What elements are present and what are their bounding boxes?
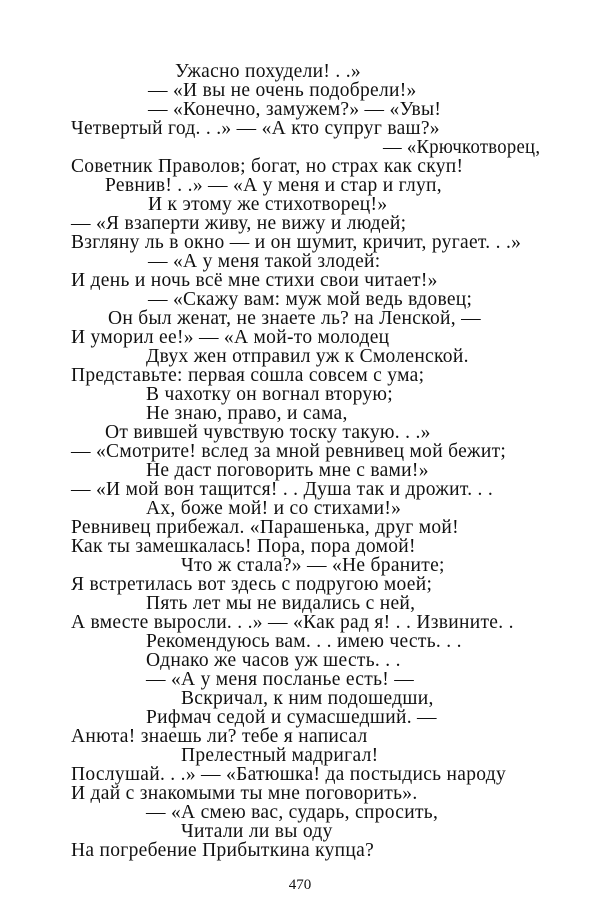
poem-line: Представьте: первая сошла совсем с ума; [71, 365, 425, 386]
poem-line: Как ты замешкалась! Пора, пора домой! [71, 536, 416, 557]
poem-line: Однако же часов уж шесть. . . [146, 650, 401, 671]
poem-line: А вместе выросли. . .» — «Как рад я! . . Извините. . [71, 612, 514, 633]
poem-line: Не даст поговорить мне с вами!» [146, 460, 429, 481]
poem-line: И к этому же стихотворец!» [148, 194, 388, 215]
poem-line: Анюта! знаешь ли? тебе я написал [71, 726, 368, 747]
poem-line: Читали ли вы оду [181, 821, 333, 842]
poem-line: И уморил ее!» — «А мой-то молодец [71, 327, 390, 348]
poem-line: И дай с знакомыми ты мне поговорить». [71, 783, 418, 804]
poem-line: — «А смею вас, сударь, спросить, [146, 802, 439, 823]
poem-line: Советник Праволов; богат, но страх как скуп! [71, 156, 464, 177]
poem-line: И день и ночь всё мне стихи свои читает!» [71, 270, 438, 291]
poem-line: — «А у меня посланье есть! — [146, 669, 415, 690]
poem-line: На погребение Прибыткина купца? [71, 840, 375, 861]
poem-line: Пять лет мы не видались с ней, [146, 593, 416, 614]
poem-line: Взгляну ль в окно — и он шумит, кричит, ругает. . .» [71, 232, 522, 253]
poem-line: Двух жен отправил уж к Смоленской. [146, 346, 469, 367]
poem-line: — «Скажу вам: муж мой ведь вдовец; [148, 289, 473, 310]
poem-line: — «Крючкотворец, [383, 137, 541, 158]
poem-line: — «А у меня такой злодей: [148, 251, 381, 272]
poem-line: — «Я взаперти живу, не вижу и людей; [71, 213, 407, 234]
poem-line: Что ж стала?» — «Не браните; [181, 555, 445, 576]
poem-line: Вскричал, к ним подошедши, [181, 688, 434, 709]
poem-line: Четвертый год. . .» — «А кто супруг ваш?» [71, 118, 440, 139]
poem-line: Рекомендуюсь вам. . . имею честь. . . [146, 631, 462, 652]
poem-line: Ревнив! . .» — «А у меня и стар и глуп, [105, 175, 442, 196]
poem-line: Ужасно похудели! . .» [175, 61, 361, 82]
poem-line: — «И мой вон тащится! . . Душа так и дрожит. . . [71, 479, 494, 500]
poem-line: — «Конечно, замужем?» — «Увы! [148, 99, 442, 120]
poem-line: Ревнивец прибежал. «Парашенька, друг мой! [71, 517, 459, 538]
page-number: 470 [288, 877, 312, 893]
poem-line: Прелестный мадригал! [181, 745, 379, 766]
poem-line: В чахотку он вогнал вторую; [146, 384, 394, 405]
poem-line: Он был женат, не знаете ль? на Ленской, — [108, 308, 481, 329]
poem-line: Я встретилась вот здесь с подругою моей; [71, 574, 433, 595]
poem-line: Рифмач седой и сумасшедший. — [146, 707, 437, 728]
poem-line: Не знаю, право, и сама, [146, 403, 348, 424]
poem-line: Ах, боже мой! и со стихами!» [146, 498, 402, 519]
poem-line: — «И вы не очень подобрели!» [148, 80, 417, 101]
poem-line: Послушай. . .» — «Батюшка! да постыдись народу [71, 764, 507, 785]
poem-line: От вившей чувствую тоску такую. . .» [105, 422, 431, 443]
poem-line: — «Смотрите! вслед за мной ревнивец мой бежит; [71, 441, 507, 462]
